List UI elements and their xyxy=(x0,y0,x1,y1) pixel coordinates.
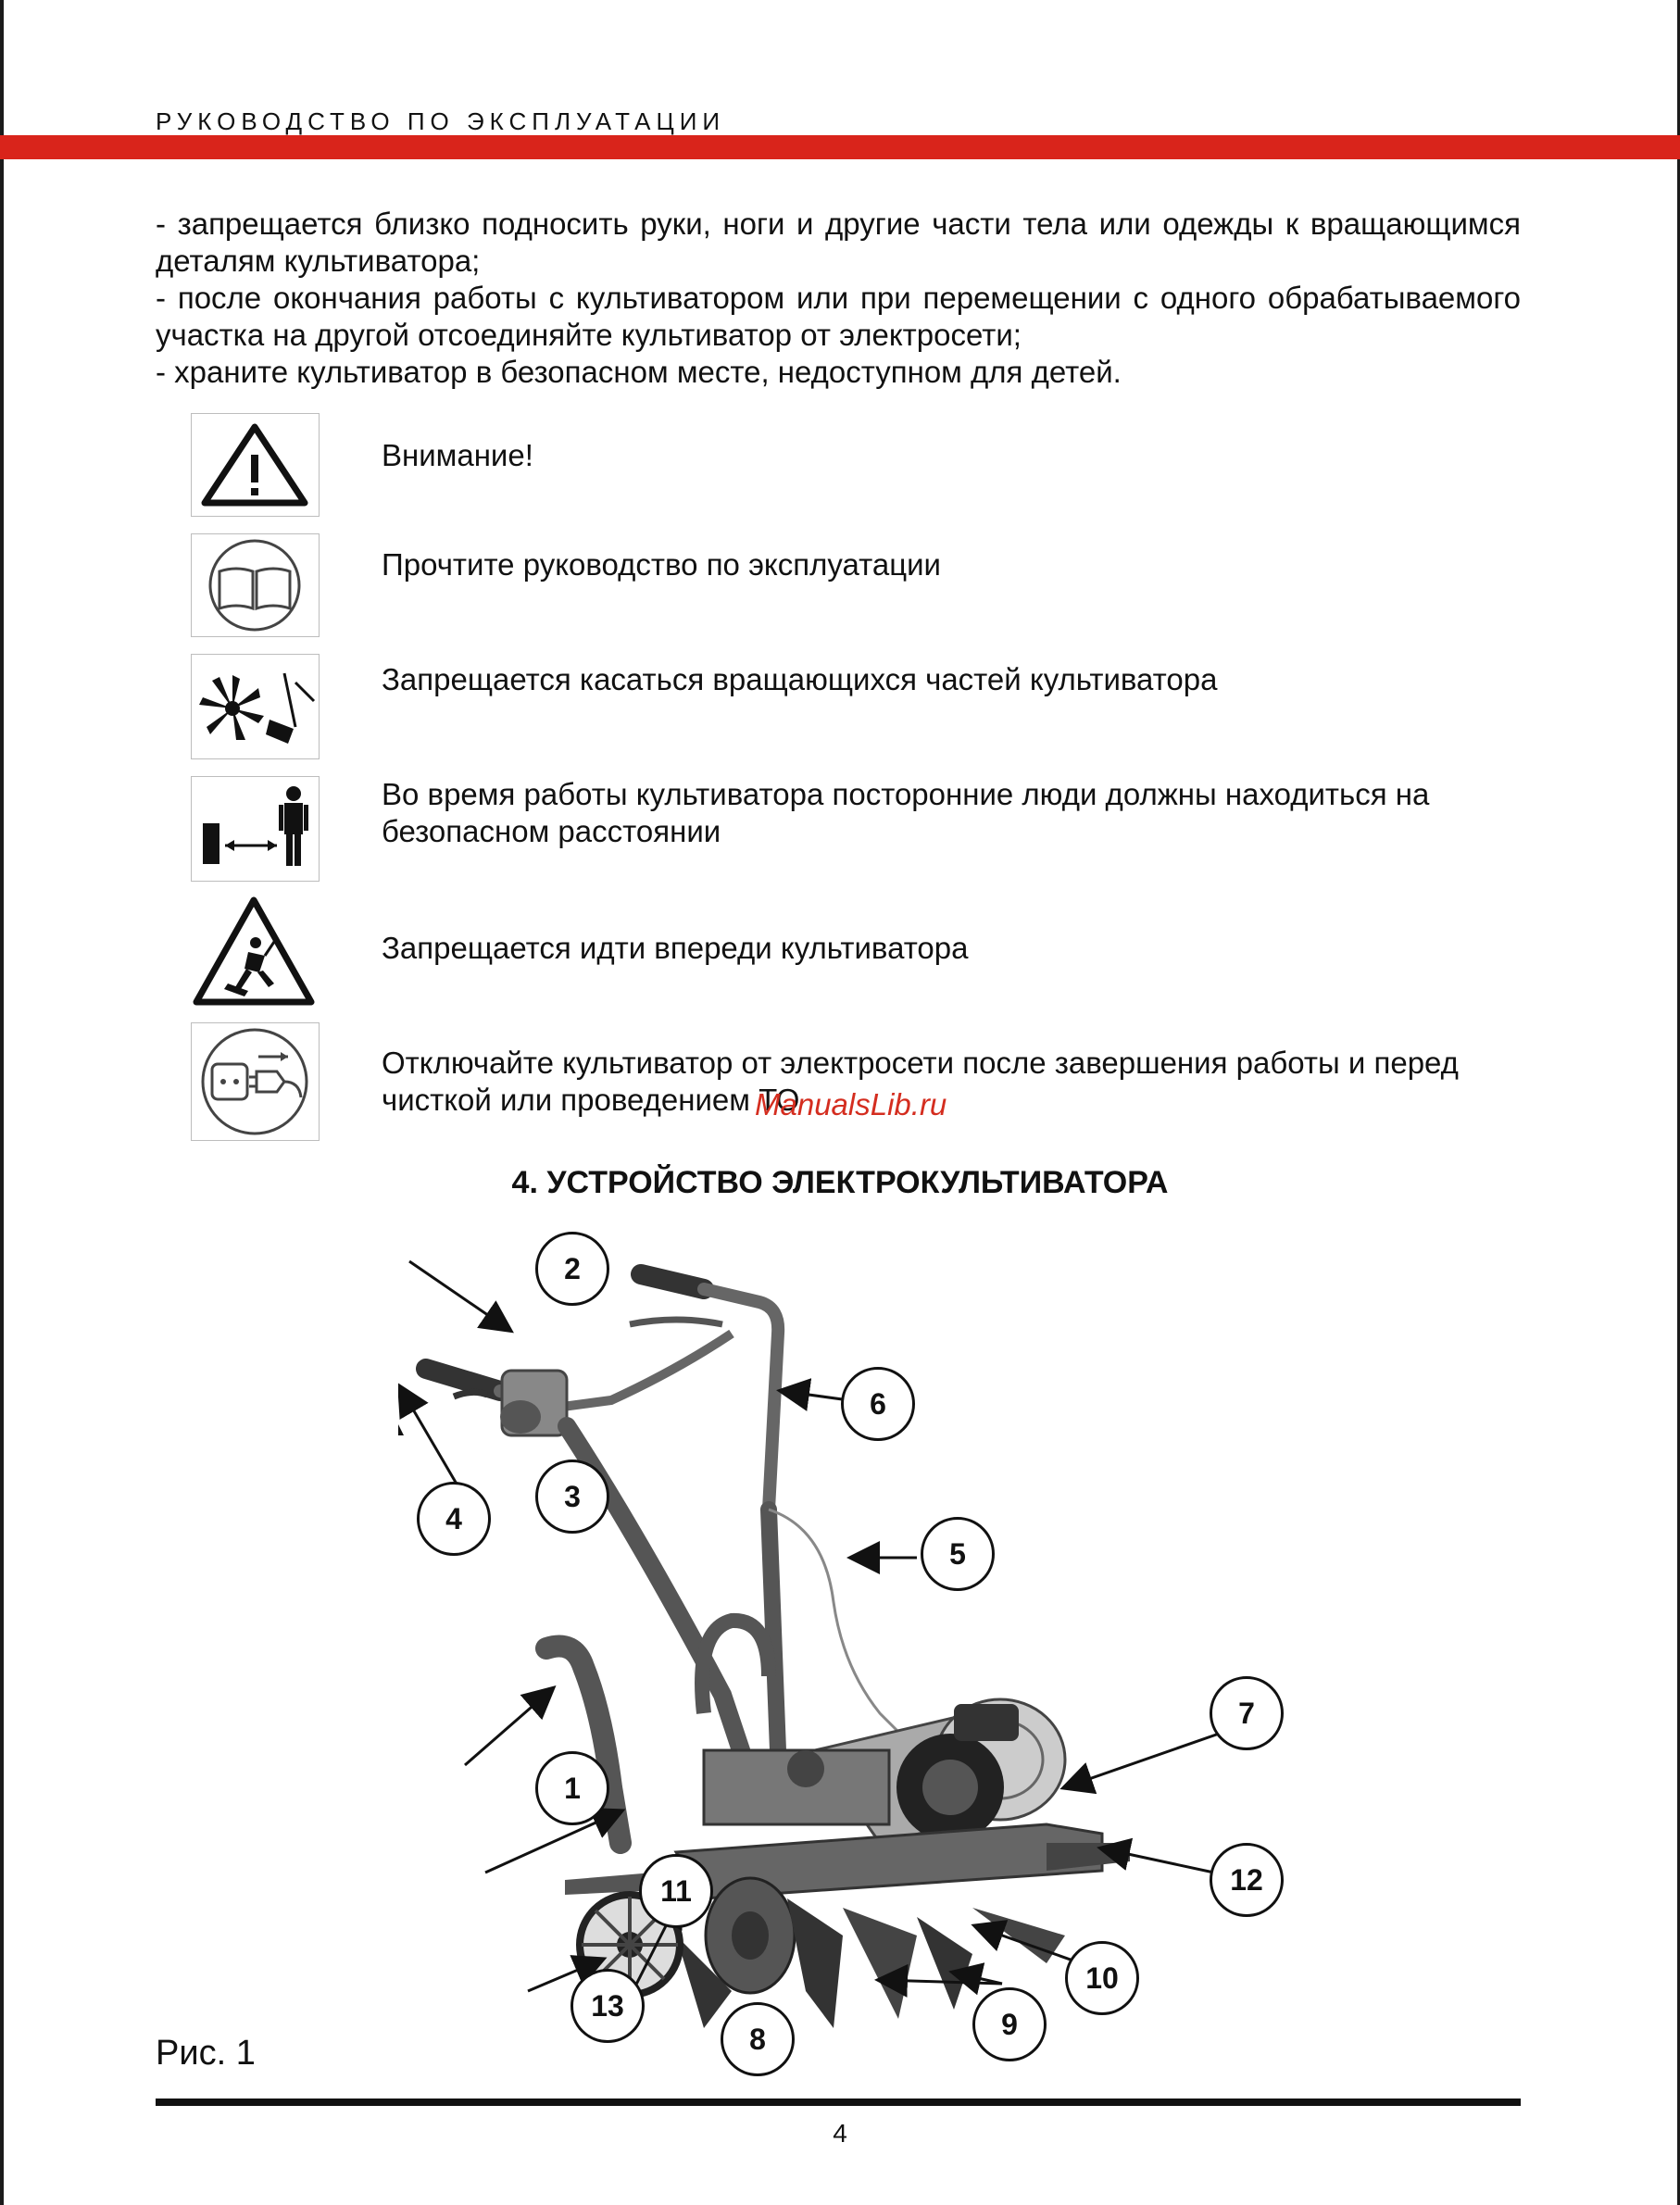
cultivator-diagram xyxy=(398,1232,1306,2084)
sign-text: Во время работы культиватора посторонние люди должны находиться на безопасном расстоянии xyxy=(382,777,1430,848)
callout-5: 5 xyxy=(921,1517,995,1591)
callout-2: 2 xyxy=(535,1232,609,1306)
callout-9: 9 xyxy=(972,1987,1047,2061)
page-number: 4 xyxy=(833,2119,847,2148)
callout-11: 11 xyxy=(639,1854,713,1928)
sign-text: Внимание! xyxy=(382,438,533,472)
warning-triangle-icon xyxy=(191,413,320,517)
callout-7: 7 xyxy=(1210,1676,1284,1750)
sign-text: Прочтите руководство по эксплуатации xyxy=(382,547,941,582)
unplug-icon xyxy=(191,1022,320,1141)
footer-rule xyxy=(156,2099,1521,2106)
callout-8: 8 xyxy=(721,2002,795,2076)
sign-text: Отключайте культиватор от электросети после завершения работы и перед чисткой или проведением ТО xyxy=(382,1046,1459,1117)
page-border-left xyxy=(0,0,4,2205)
callout-6: 6 xyxy=(841,1367,915,1441)
safety-rules xyxy=(156,206,1521,391)
sign-text: Запрещается касаться вращающихся частей культиватора xyxy=(382,662,1218,696)
figure-caption: Рис. 1 xyxy=(156,2034,256,2073)
rule-item: - запрещается близко подносить руки, ноги и другие части тела или одежды к вращающимся деталям культиватора; xyxy=(156,207,1521,278)
rule-item: - храните культиватор в безопасном месте, недоступном для детей. xyxy=(156,355,1122,389)
callout-3: 3 xyxy=(535,1460,609,1534)
section-title: 4. УСТРОЙСТВО ЭЛЕКТРОКУЛЬТИВАТОРА xyxy=(511,1165,1169,1200)
watermark: ManualsLib.ru xyxy=(755,1087,947,1121)
read-manual-icon xyxy=(191,533,320,637)
safe-distance-icon xyxy=(191,776,320,882)
callout-1: 1 xyxy=(535,1751,609,1825)
rule-item: - после окончания работы с культиватором или при перемещении с одного обрабатываемого участка на другой отсоединяйте культиватор от электросети; xyxy=(156,281,1521,352)
callout-12: 12 xyxy=(1210,1843,1284,1917)
rotating-parts-icon xyxy=(191,654,320,759)
header-red-bar xyxy=(0,135,1680,159)
running-header: РУКОВОДСТВО ПО ЭКСПЛУАТАЦИИ xyxy=(156,107,726,135)
callout-4: 4 xyxy=(417,1482,491,1556)
callout-10: 10 xyxy=(1065,1941,1139,2015)
sign-text: Запрещается идти впереди культиватора xyxy=(382,931,969,965)
callout-13: 13 xyxy=(570,1969,645,2043)
no-walking-front-icon xyxy=(191,895,318,1008)
